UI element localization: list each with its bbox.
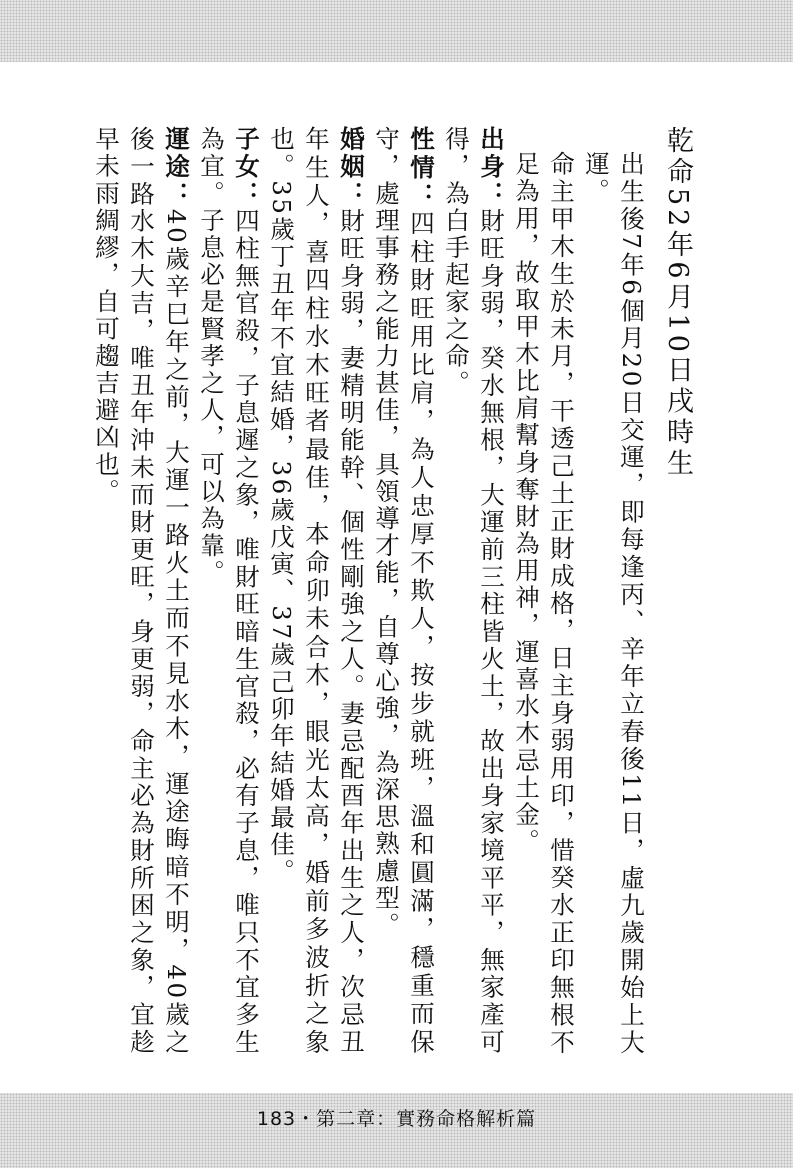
top-scan-band [0,0,793,62]
label-yuntu: 運途： [162,126,191,209]
label-hunyin: 婚姻： [337,126,366,209]
text-hunyin: 財旺身弱，妻精明能幹、個性剛強之人。妻忌配酉年出生之人，次忌丑年生人，喜四柱水木旺者最佳，本命卯未合木，眼光太高，婚前多波折之象也。35歲丁丑年不宜結婚，36歲戊寅、37歲己卯年結婚最佳。 [267,126,366,1056]
page-body [89,126,705,1056]
paragraph-xingqing [369,126,439,1056]
paragraph-yuntu [89,126,194,1056]
text-xingqing: 四柱財旺用比肩，為人忠厚不欺人，按步就班，溫和圓滿，穩重而保守，處理事務之能力甚佳，具領導才能，自尊心強，為深思熟慮型。 [372,126,436,1056]
page-title: 乾命52年6月10日戌時生 [662,126,693,480]
label-chushen: 出身： [477,126,506,209]
text-chushen: 財旺身弱，癸水無根，大運前三柱皆火土，故出身家境平平，無家產可得，為白手起家之命。 [442,126,506,1056]
text-zinv: 四柱無官殺，子息遲之象，唯財旺暗生官殺，必有子息，唯只不宜多生為宜。子息必是賢孝之人，可以為靠。 [197,126,261,1056]
paragraph-zinv [194,126,264,1056]
text-yuntu: 40歲辛巳年之前，大運一路火土而不見水木，運途晦暗不明，40歲之後一路水木大吉，唯丑年沖未而財更旺，身更弱，命主必為財所困之象，宜趁早未雨綢繆，自可趨吉避凶也。 [92,126,191,1056]
paragraph-hunyin [264,126,369,1056]
label-zinv: 子女： [232,126,261,209]
paragraph-mingzhu: 命主甲木生於未月，干透己土正財成格，日主身弱用印，惜癸水正印無根不足為用，故取甲木比肩幫身奪財為用神，運喜水木忌土金。 [512,150,576,1056]
paragraph-dayun: 出生後7年6個月20日交運，即每逢丙、辛年立春後11日，虛九歲開始上大運。 [582,150,646,1056]
page-footer: 183・第二章：實務命格解析篇 [256,1108,537,1130]
paragraph-chushen [439,126,509,1056]
label-xingqing: 性情： [407,126,436,211]
